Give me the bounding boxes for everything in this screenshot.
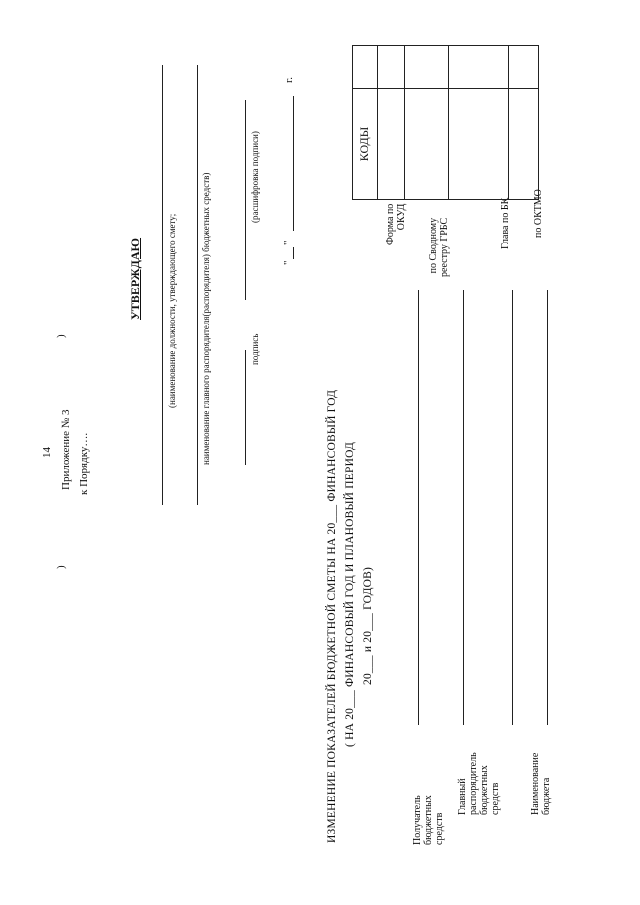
approval-title: УТВЕРЖДАЮ (128, 237, 142, 320)
code-label-oktmo: по ОКТМО (533, 189, 544, 238)
date-quote-open: " (282, 260, 294, 265)
manager-label: Главный распорядитель бюджетных средств (457, 752, 501, 815)
heading-line-3: 20___ и 20___ ГОДОВ) (362, 566, 374, 685)
manager-line (197, 65, 198, 505)
paren-right: ) (55, 334, 67, 338)
codes-table (352, 45, 539, 200)
budget-line-2 (547, 290, 548, 725)
decoding-caption: (расшифровка подписи) (250, 131, 260, 223)
codes-row-divider-3 (448, 46, 449, 199)
date-year-suffix: г. (283, 76, 295, 83)
recipient-line (418, 290, 419, 725)
recipient-label: Получатель бюджетных средств (412, 795, 445, 845)
budget-label: Наименование бюджета (530, 752, 552, 815)
signature-line (245, 350, 246, 465)
date-month-year-line (293, 96, 294, 231)
position-caption: (наименование должности, утверждающего смету; (167, 213, 177, 408)
paren-left: ) (55, 565, 67, 569)
manager-caption: наименование главного распорядителя(распорядителя) бюджетных средств) (201, 172, 211, 465)
position-line (162, 65, 163, 505)
code-label-bk: Глава по БК (500, 197, 511, 249)
code-label-grbs: по Сводному реестру ГРБС (428, 217, 450, 277)
codes-row-divider-1 (377, 46, 378, 199)
heading-line-1: ИЗМЕНЕНИЕ ПОКАЗАТЕЛЕЙ БЮДЖЕТНОЙ СМЕТЫ НА 20___ ФИНАНСОВЫЙ ГОД (326, 389, 338, 843)
decoding-line (245, 100, 246, 300)
codes-row-divider-4 (508, 46, 509, 199)
date-day-line (293, 247, 294, 259)
signature-caption: подпись (250, 333, 260, 365)
appendix-to-label: к Порядку…. (78, 432, 90, 495)
date-quote-close: " (282, 240, 294, 245)
budget-line-1 (512, 290, 513, 725)
codes-row-divider-2 (404, 46, 405, 199)
page-number: 14 (41, 447, 53, 458)
code-label-okud: Форма по ОКУД (385, 203, 407, 245)
appendix-label: Приложение № 3 (60, 409, 72, 490)
heading-line-2: ( НА 20___ ФИНАНСОВЫЙ ГОД И ПЛАНОВЫЙ ПЕРИОД (344, 441, 356, 747)
codes-column-divider (353, 88, 538, 89)
manager-field-line (463, 290, 464, 725)
codes-header: КОДЫ (357, 126, 371, 162)
